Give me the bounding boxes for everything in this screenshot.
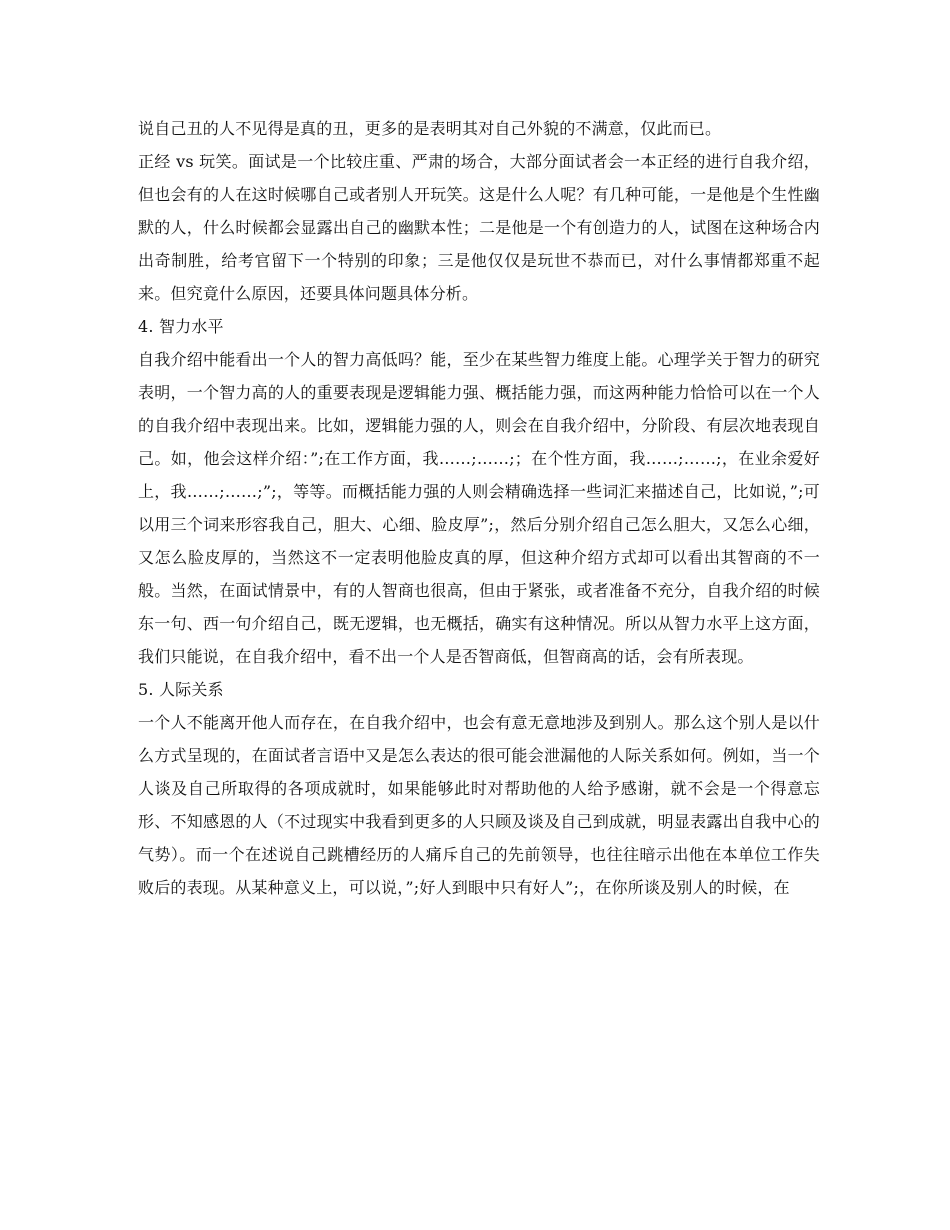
document-page (138, 112, 820, 904)
paragraph-seriousness-vs-joking: 正经 vs 玩笑。面试是一个比较庄重、严肃的场合，大部分面试者会一本正经的进行自我介绍，但也会有的人在这时候哪自己或者别人开玩笑。这是什么人呢？有几种可能，一是他是个生性幽默的人，什么时候都会显露出自己的幽默本性；二是他是一个有创造力的人，试图在这种场合内出奇制胜，给考官留下一个特别的印象；三是他仅仅是玩世不恭而已，对什么事情都郑重不起来。但究竟什么原因，还要具体问题具体分析。 (138, 152, 820, 303)
paragraph-intelligence: 自我介绍中能看出一个人的智力高低吗？能，至少在某些智力维度上能。心理学关于智力的研究表明，一个智力高的人的重要表现是逻辑能力强、概括能力强，而这两种能力恰恰可以在一个人的自我介绍中表现出来。比如，逻辑能力强的人，则会在自我介绍中，分阶段、有层次地表现自己。如，他会这样介绍：”;在工作方面，我……;……;；在个性方面，我……;……;，在业余爱好上，我……;……;”;，等等。而概括能力强的人则会精确选择一些词汇来描述自己，比如说，”;可以用三个词来形容我自己，胆大、心细、脸皮厚”;，然后分别介绍自己怎么胆大，又怎么心细，又怎么脸皮厚的，当然这不一定表明他脸皮真的厚，但这种介绍方式却可以看出其智商的不一般。当然，在面试情景中，有的人智商也很高，但由于紧张，或者准备不充分，自我介绍的时候东一句、西一句介绍自己，既无逻辑，也无概括，确实有这种情况。所以从智力水平上这方面，我们只能说，在自我介绍中，看不出一个人是否智商低，但智商高的话，会有所表现。 (138, 350, 820, 666)
paragraph-relationships: 一个人不能离开他人而存在，在自我介绍中，也会有意无意地涉及到别人。那么这个别人是以什么方式呈现的，在面试者言语中又是怎么表达的很可能会泄漏他的人际关系如何。例如，当一个人谈及自己所取得的各项成就时，如果能够此时对帮助他的人给予感谢，就不会是一个得意忘形、不知感恩的人（不过现实中我看到更多的人只顾及谈及自己到成就，明显表露出自我中心的气势）。而一个在述说自己跳槽经历的人痛斥自己的先前领导，也往往暗示出他在本单位工作失败后的表现。从某种意义上，可以说，”;好人到眼中只有好人”;，在你所谈及别人的时候，在 (138, 713, 820, 897)
paragraph-appearance-conclusion: 说自己丑的人不见得是真的丑，更多的是表明其对自己外貌的不满意，仅此而已。 (138, 119, 722, 138)
section-heading-intelligence: 4. 智力水平 (138, 317, 224, 336)
section-heading-relationships: 5. 人际关系 (138, 680, 224, 699)
